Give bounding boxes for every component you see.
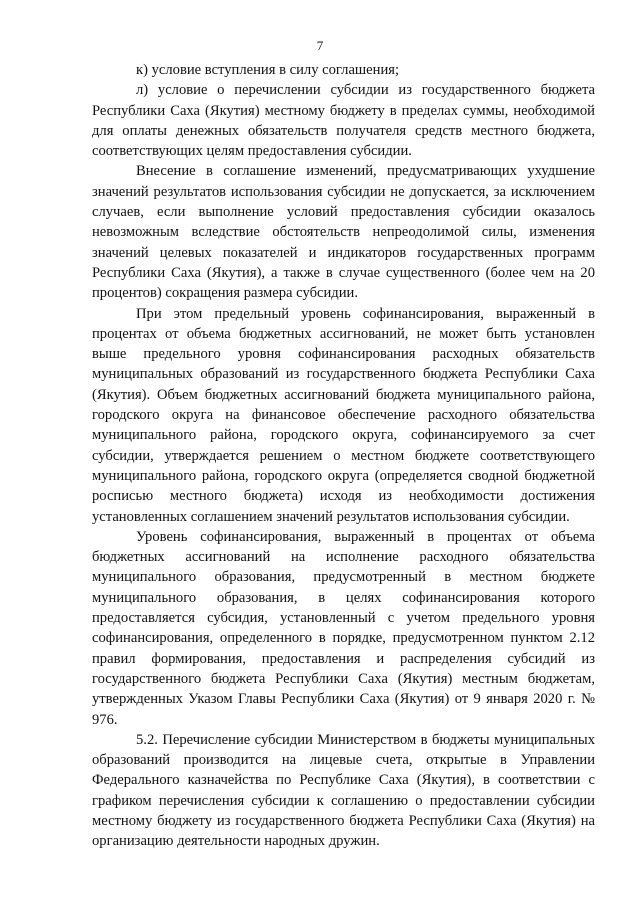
paragraph-cofinancing-level: Уровень софинансирования, выраженный в процентах от объема бюджетных ассигнований на исполнение расходного обязательства муниципального образования, предусмотренный в местном бюджете муниципального образования, в целях софинансирования которого предоставляется субсидия, установленный с учетом предельного уровня софинансирования, определенного в порядке, предусмотренном пунктом 2.12 правил формирования, предоставления и распределения субсидий из государственного бюджета Республики Саха (Якутия) местным бюджетам, утвержденных Указом Главы Республики Саха (Якутия) от 9 января 2020 г. № 976. [92,528,595,728]
page-number: 7 [316,38,324,53]
paragraph-section-5-2: 5.2. Перечисление субсидии Министерством в бюджеты муниципальных образований производится на лицевые счета, открытые в Управлении Федерального казначейства по Республике Саха (Якутия), в соответствии с графиком перечисления субсидии к соглашению о предоставлении субсидии местному бюджету из государственного бюджета Республики Саха (Якутия) на организацию деятельности народных дружин. [92,731,595,850]
paragraph-item-k: к) условие вступления в силу соглашения; [136,62,400,78]
document-body [92,60,595,852]
paragraph-cofinancing-limit: При этом предельный уровень софинансирования, выраженный в процентах от объема бюджетных ассигнований, не может быть установлен выше предельного уровня софинансирования расходных обязательств муниципальных образований из государственного бюджета Республики Саха (Якутия). Объем бюджетных ассигнований бюджета муниципального района, городского округа на финансовое обеспечение расходного обязательства муниципального района, городского округа, софинансируемого за счет субсидии, утверждается решением о местном бюджете соответствующего муниципального района, городского округа (определяется сводной бюджетной росписью местного бюджета) исходя из необходимости достижения установленных соглашением значений результатов использования субсидии. [92,305,595,525]
paragraph-item-l: л) условие о перечислении субсидии из государственного бюджета Республики Саха (Якутия) местному бюджету в пределах суммы, необходимой для оплаты денежных обязательств получателя средств местного бюджета, соответствующих целям предоставления субсидии. [92,82,595,160]
paragraph-amendments: Внесение в соглашение изменений, предусматривающих ухудшение значений результатов использования субсидии не допускается, за исключением случаев, если выполнение условий предоставления субсидии оказалось невозможным вследствие обстоятельств непреодолимой силы, изменения значений целевых показателей и индикаторов государственных программ Республики Саха (Якутия), а также в случае существенного (более чем на 20 процентов) сокращения размера субсидии. [92,163,595,302]
